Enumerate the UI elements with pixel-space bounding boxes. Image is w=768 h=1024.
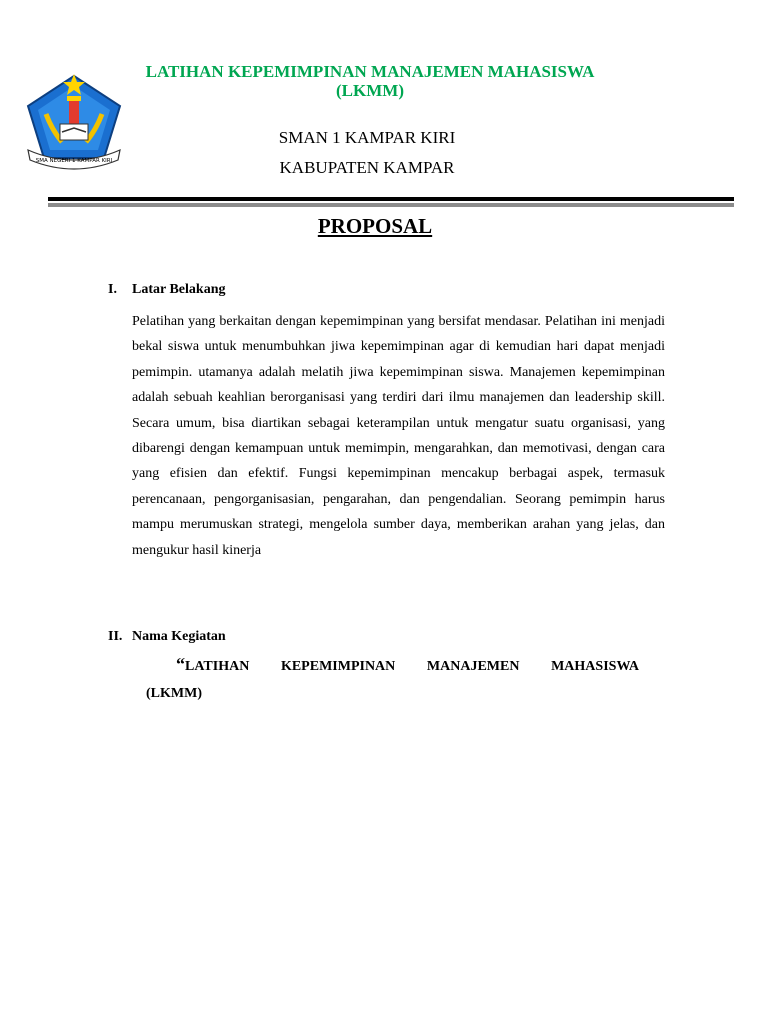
document-title: PROPOSAL (317, 214, 433, 238)
section-1-body: Pelatihan yang berkaitan dengan kepemimpinan yang bersifat mendasar. Pelatihan ini menjadi bekal siswa untuk menumbuhkan jiwa kepemimpinan agar di kemudian hari dapat menjadi pemimpin. utamanya adalah melatih jiwa kepemimpinan siswa. Manajemen kepemimpinan adalah sebuah keahlian berorganisasi yang terdiri dari ilmu manajemen dan leadership skill. Secara umum, bisa diartikan sebagai keterampilan untuk mengatur suatu organisasi, yang dibarengi dengan kemampuan untuk memimpin, mengarahkan, dan memotivasi, dengan cara yang efisien dan efektif. Fungsi kepemimpinan mencakup berbagai aspek, termasuk perencanaan, pengorganisasian, pengarahan, dan pengendalian. Seorang pemimpin harus mampu merumuskan strategi, mengelola sumber daya, memberikan arahan yang jelas, dan mengukur hasil kinerja (132, 314, 665, 558)
section-2-number: II. (108, 629, 123, 644)
org-title (120, 62, 620, 100)
event-name-line2: (LKMM) (146, 686, 202, 701)
section-1-heading: Latar Belakang (132, 282, 226, 297)
quote-mark: “ (176, 654, 185, 674)
event-name-line1 (176, 654, 639, 675)
logo-ribbon-text: SMA NEGERI 1 KAMPAR KIRI (35, 158, 113, 164)
org-title-line1: LATIHAN KEPEMIMPINAN MANAJEMEN MAHASISWA (145, 62, 595, 81)
event-name-text: LATIHAN KEPEMIMPINAN MANAJEMEN MAHASISWA (185, 659, 639, 674)
org-title-line2: (LKMM) (336, 81, 404, 100)
section-2-heading: Nama Kegiatan (132, 629, 226, 644)
regency-name: KABUPATEN KAMPAR (279, 158, 455, 177)
school-name: SMAN 1 KAMPAR KIRI (278, 128, 456, 147)
school-logo (22, 70, 126, 174)
section-1-number: I. (108, 282, 117, 297)
header-divider-thick (48, 197, 734, 201)
header-divider-gray (48, 203, 734, 207)
